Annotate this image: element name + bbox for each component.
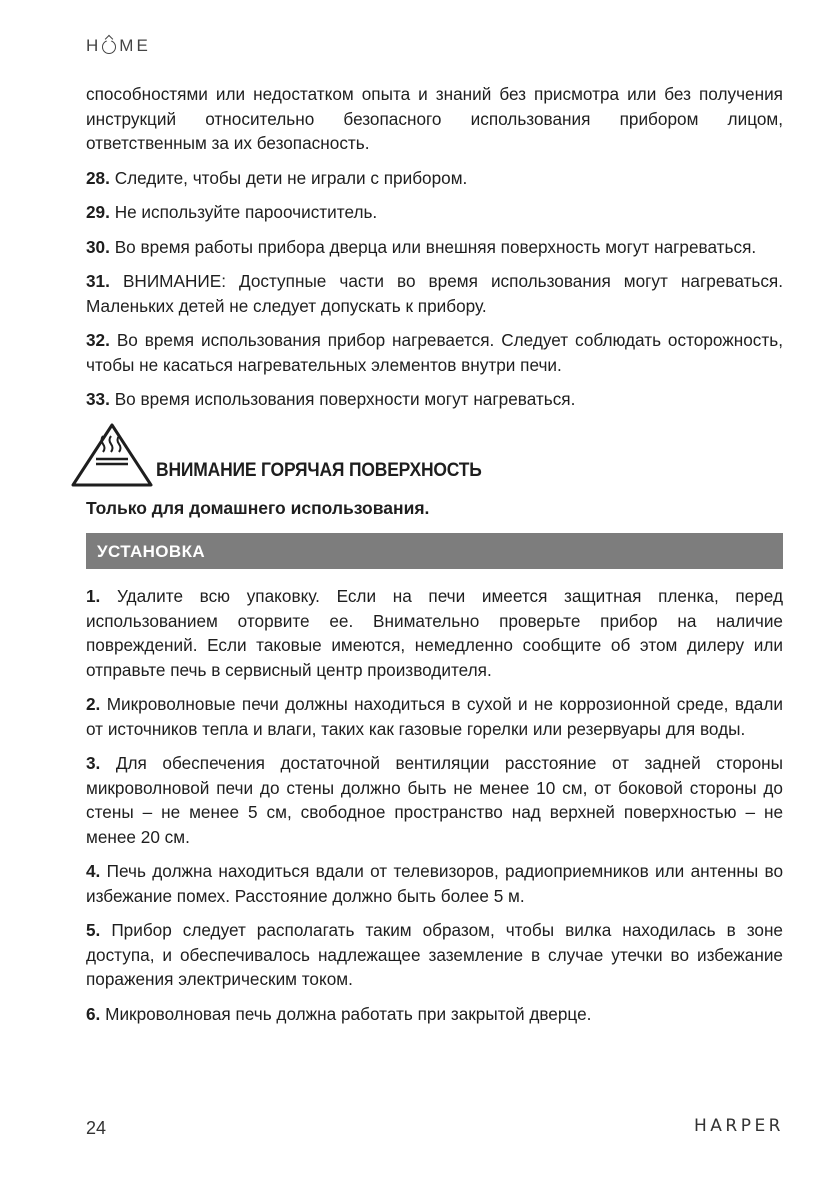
item-text: Печь должна находиться вдали от телевизоров, радиоприемников или антенны во избежание помех. Расстояние должно быть более 5 м. — [86, 861, 784, 906]
home-logo-rest: ME — [119, 36, 151, 55]
item-text: Микроволновые печи должны находиться в сухой и не коррозионной среде, вдали от источников тепла и влаги, таких как газовые горелки или резервуары для воды. — [86, 694, 783, 739]
safety-item — [86, 166, 783, 191]
install-item — [86, 859, 783, 908]
item-number: 31. — [86, 271, 110, 291]
install-item — [86, 1002, 783, 1027]
install-item — [86, 751, 783, 849]
item-text: Прибор следует располагать таким образом, чтобы вилка находилась в зоне доступа, и обеспечивалось надлежащее заземление в случае утечки во избежание поражения электрическим током. — [86, 920, 783, 989]
brand-logo: HARPER — [693, 1116, 784, 1136]
item-number: 3. — [86, 753, 101, 773]
house-o-icon — [102, 40, 116, 54]
item-text: Во время использования поверхности могут нагреваться. — [114, 389, 576, 409]
item-number: 33. — [86, 389, 110, 409]
item-text: Следите, чтобы дети не играли с прибором. — [114, 167, 468, 188]
item-number: 2. — [86, 694, 101, 714]
item-number: 5. — [86, 920, 101, 940]
install-item — [86, 918, 783, 992]
item-text: Микроволновая печь должна работать при закрытой дверце. — [105, 1003, 592, 1024]
home-logo-h: H — [86, 36, 102, 55]
item-text: Во время использования прибор нагревается. Следует соблюдать осторожность, чтобы не касаться нагревательных элементов внутри печи. — [86, 330, 783, 375]
home-use-note: Только для домашнего использования. — [86, 497, 430, 518]
home-logo — [86, 36, 151, 56]
item-text: Для обеспечения достаточной вентиляции расстояние от задней стороны микроволновой печи до стены должно быть не менее 10 см, от боковой стороны до стены – не менее 5 см, свободное пространство над верхней поверхностью – не менее 20 см. — [86, 753, 784, 847]
item-number: 4. — [86, 861, 101, 881]
safety-item — [86, 387, 783, 412]
page-content — [86, 82, 783, 1036]
hot-surface-warning-icon — [70, 422, 154, 488]
safety-item — [86, 200, 783, 225]
item-text: Во время работы прибора дверца или внешняя поверхность могут нагреваться. — [114, 236, 757, 257]
item-text: Не используйте пароочиститель. — [114, 202, 378, 222]
safety-item — [86, 235, 783, 260]
item-number: 28. — [86, 167, 110, 188]
item-number: 30. — [86, 236, 110, 257]
intro-paragraph: способностями или недостатком опыта и знаний без присмотра или без получения инструкций относительно безопасного использования прибором лицом, ответственным за их безопасность. — [86, 84, 783, 153]
section-header-installation: УСТАНОВКА — [86, 533, 783, 569]
item-number: 32. — [86, 330, 110, 350]
install-item — [86, 692, 783, 741]
item-number: 6. — [86, 1003, 101, 1024]
item-number: 1. — [86, 586, 101, 606]
safety-item — [86, 269, 783, 318]
install-item — [86, 584, 783, 682]
warning-title: ВНИМАНИЕ ГОРЯЧАЯ ПОВЕРХНОСТЬ — [156, 460, 482, 481]
safety-item — [86, 328, 783, 377]
item-text: Удалите всю упаковку. Если на печи имеется защитная пленка, перед использованием оторвите ее. Внимательно проверьте прибор на наличие повреждений. Если таковые имеются, немедленно сообщите об этом дилеру или отправьте печь в сервисный центр производителя. — [86, 586, 783, 680]
hot-surface-warning — [70, 418, 783, 488]
item-text: ВНИМАНИЕ: Доступные части во время использования могут нагреваться. Маленьких детей не следует допускать к прибору. — [86, 271, 783, 316]
item-number: 29. — [86, 202, 110, 222]
page-number: 24 — [86, 1118, 107, 1138]
